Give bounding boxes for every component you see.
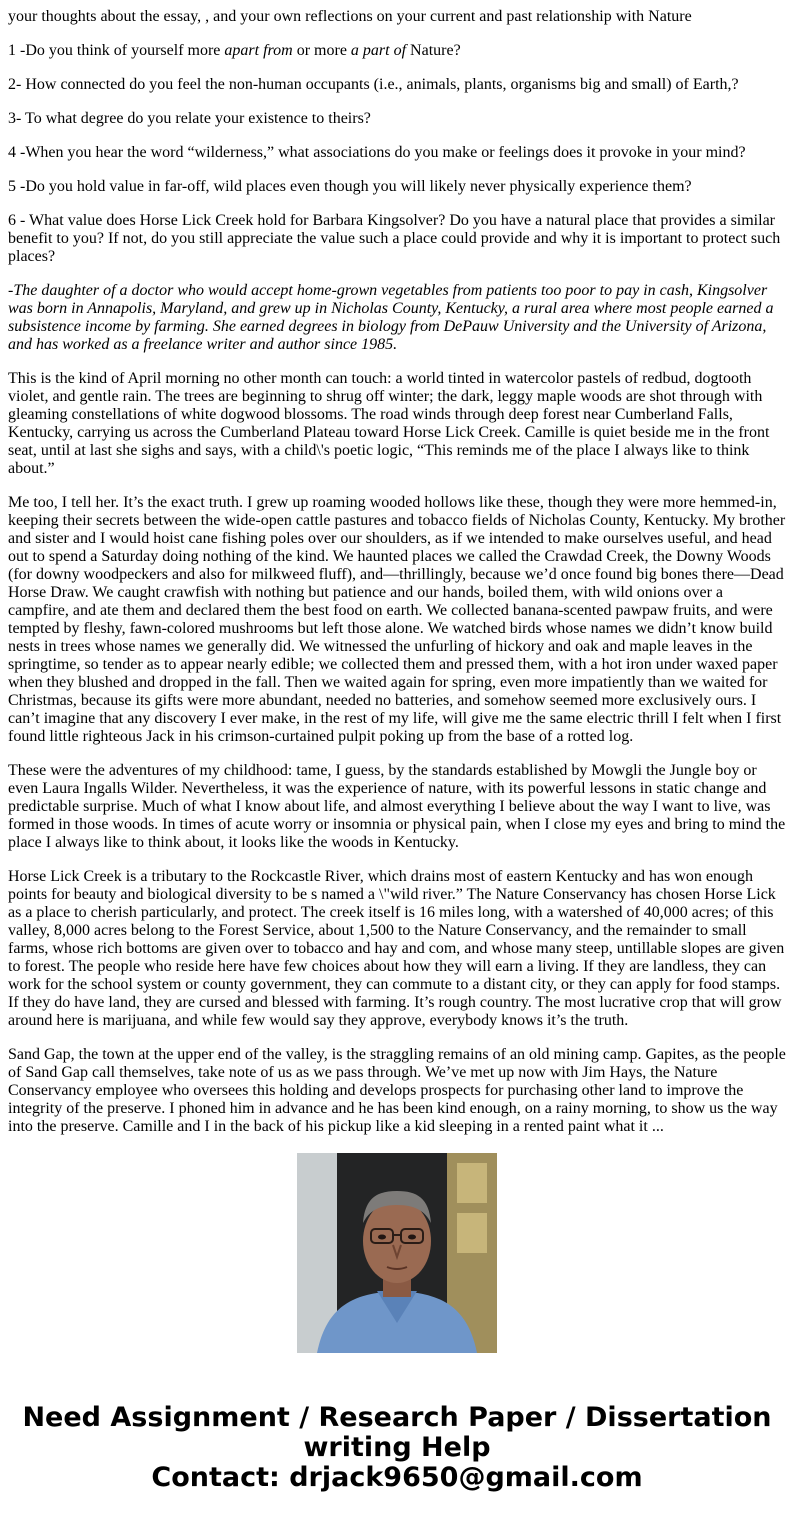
question-1-emphasis-apart: apart from (224, 42, 293, 59)
question-5: 5 -Do you hold value in far-off, wild places even though you will likely never physically experience them? (8, 178, 692, 195)
essay-paragraph-5: Sand Gap, the town at the upper end of the valley, is the straggling remains of an old mining camp. Gapites, as the people of Sand Gap call themselves, take note of us as we pass through. We’ve met up now with Jim Hays, the Nature Conservancy employee who oversees this holding and develops prospects for purchasing other land to improve the integrity of the preserve. I phoned him in advance and he has been kind enough, on a rainy morning, to show us the way into the preserve. Camille and I in the back of his pickup like a kid sleeping in a rented paint what it ... (8, 1046, 786, 1135)
cta-line-1: Need Assignment / Research Paper / Dissertation (22, 1402, 772, 1433)
question-1-emphasis-part: a part of (350, 42, 407, 59)
essay-paragraph-3: These were the adventures of my childhood: tame, I guess, by the standards established by Mowgli the Jungle boy or even Laura Ingalls Wilder. Nevertheless, it was the experience of nature, with its powerful lessons in static change and predictable surprise. Much of what I know about life, and almost everything I believe about the way I want to live, was formed in those woods. In times of acute worry or insomnia or physical pain, when I close my eyes and bring to mind the place I always like to think about, it looks like the woods in Kentucky. (8, 762, 786, 851)
avatar-photo (297, 1153, 497, 1353)
question-1-mid: or more (292, 42, 351, 59)
avatar (297, 1153, 497, 1353)
contact-banner (0, 1403, 794, 1493)
question-2: 2- How connected do you feel the non-human occupants (i.e., animals, plants, organisms big and small) of Earth,? (8, 76, 739, 93)
cta-contact-email[interactable]: Contact: drjack9650@gmail.com (151, 1462, 643, 1493)
cta-line-2: writing Help (303, 1432, 491, 1463)
question-1-prefix: 1 -Do you think of yourself more (8, 42, 225, 59)
essay-paragraph-4: Horse Lick Creek is a tributary to the Rockcastle River, which drains most of eastern Kentucky and has won enough points for beauty and biological diversity to be s named a \"wild river.” The Nature Conservancy has chosen Horse Lick as a place to cherish particularly, and protect. The creek itself is 16 miles long, with a watershed of 40,000 acres; of this valley, 8,000 acres belong to the Forest Service, about 1,500 to the Nature Conservancy, and the remainder to small farms, whose rich bottoms are given over to tobacco and hay and com, and whose many steep, untillable slopes are given to forest. The people who reside here have few choices about how they will earn a living. If they are landless, they can work for the school system or county government, they can commute to a distant city, or they can apply for food stamps. If they do have land, they are cursed and blessed with farming. It’s rough country. The most lucrative crop that will grow around here is marijuana, and while few would say they approve, everybody knows it’s the truth. (8, 868, 785, 1029)
question-4: 4 -When you hear the word “wilderness,” what associations do you make or feelings does it provoke in your mind? (8, 144, 746, 161)
article-body (8, 0, 786, 1135)
question-6: 6 - What value does Horse Lick Creek hold for Barbara Kingsolver? Do you have a natural place that provides a similar benefit to you? If not, do you still appreciate the value such a place could provide and why it is important to protect such places? (8, 212, 781, 265)
author-bio: -The daughter of a doctor who would accept home-grown vegetables from patients too poor to pay in cash, Kingsolver was born in Annapolis, Maryland, and grew up in Nicholas County, Kentucky, a rural area where most people earned a subsistence income by farming. She earned degrees in biology from DePauw University and the University of Arizona, and has worked as a freelance writer and author since 1985. (8, 282, 774, 353)
question-1-suffix: Nature? (406, 42, 461, 59)
essay-paragraph-1: This is the kind of April morning no other month can touch: a world tinted in watercolor pastels of redbud, dogtooth violet, and gentle rain. The trees are beginning to shrug off winter; the dark, leggy maple woods are shot through with gleaming constellations of white dogwood blossoms. The road winds through deep forest near Cumberland Falls, Kentucky, carrying us across the Cumberland Plateau toward Horse Lick Creek. Camille is quiet beside me in the front seat, until at last she sighs and says, with a child\'s poetic logic, “This reminds me of the place I always like to think about.” (8, 370, 770, 477)
intro-text: your thoughts about the essay, , and your own reflections on your current and past relationship with Nature (8, 8, 692, 25)
question-1 (8, 42, 786, 60)
essay-paragraph-2: Me too, I tell her. It’s the exact truth. I grew up roaming wooded hollows like these, though they were more hemmed-in, keeping their secrets between the wide-open cattle pastures and tobacco fields of Nicholas County, Kentucky. My brother and sister and I would hoist cane fishing poles over our shoulders, as if we intended to make ourselves useful, and head out to spend a Saturday doing nothing of the kind. We haunted places we called the Crawdad Creek, the Downy Woods (for downy woodpeckers and also for milkweed fluff), and—thrillingly, because we’d once found big bones there—Dead Horse Draw. We caught crawfish with nothing but patience and our hands, boiled them, with wild onions over a campfire, and ate them and declared them the best food on earth. We collected banana-scented pawpaw fruits, and were tempted by fleshy, fawn-colored mushrooms but left those alone. We watched birds whose names we didn’t know build nests in trees whose names we generally did. We witnessed the unfurling of hickory and oak and maple leaves in the springtime, so tender as to appear nearly edible; we collected them and pressed them, with a hot iron under waxed paper when they blushed and dropped in the fall. Then we waited again for spring, even more impatiently than we waited for Christmas, because its gifts were more abundant, needed no batteries, and somehow seemed more exclusively ours. I can’t imagine that any discovery I ever make, in the rest of my life, will give me the same electric thrill I felt when I first found little righteous Jack in his crimson-curtained pulpit poking up from the base of a rotted log. (8, 494, 786, 745)
question-3: 3- To what degree do you relate your existence to theirs? (8, 110, 371, 127)
